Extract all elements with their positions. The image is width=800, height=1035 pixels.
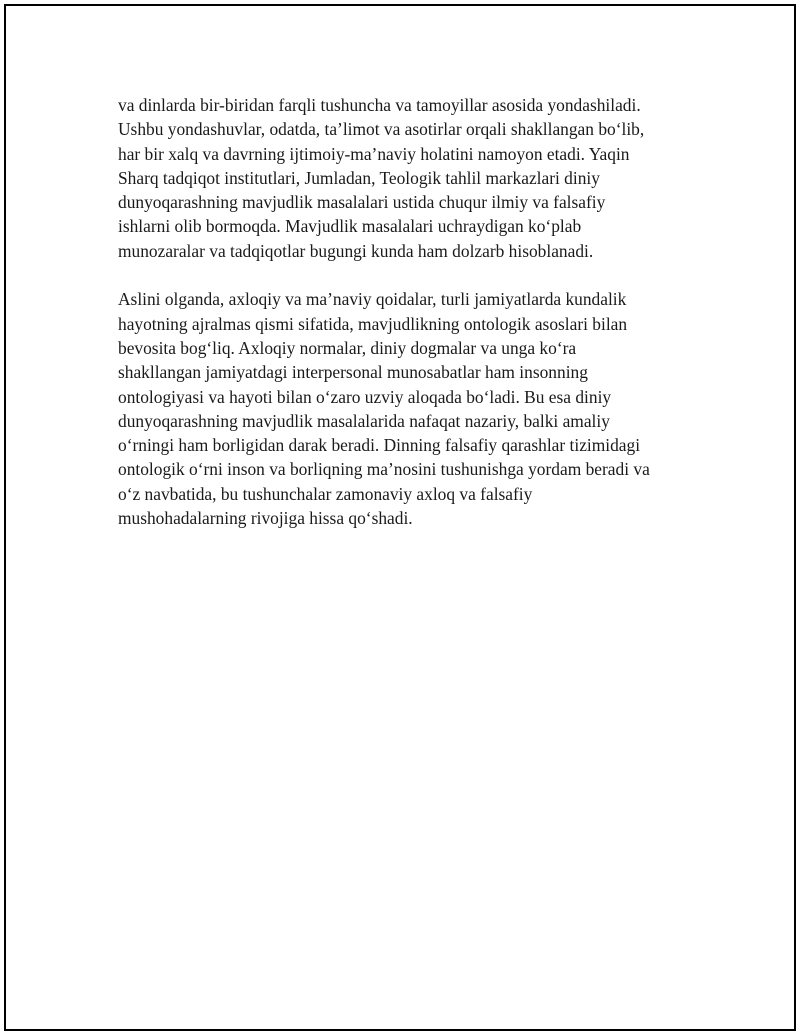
text-line: dunyoqarashning mavjudlik masalalarida nafaqat nazariy, balki amaliy (118, 410, 610, 431)
text-line: dunyoqarashning mavjudlik masalalari ustida chuqur ilmiy va falsafiy (118, 192, 606, 213)
text-line: va dinlarda bir-biridan farqli tushuncha va tamoyillar asosida yondashiladi. (118, 95, 641, 115)
text-line: har bir xalq va davrning ijtimoiy-ma’naviy holatini namoyon etadi. Yaqin (118, 143, 630, 164)
text-line: munozaralar va tadqiqotlar bugungi kunda ham dolzarb hisoblanadi. (118, 240, 594, 261)
text-line: o‘z navbatida, bu tushunchalar zamonaviy axloq va falsafiy (118, 483, 533, 504)
document-body (118, 93, 693, 530)
text-line: Ushbu yondashuvlar, odatda, ta’limot va asotirlar orqali shakllangan bo‘lib, (118, 119, 645, 140)
text-line: ontologiyasi va hayoti bilan o‘zaro uzviy aloqada bo‘ladi. Bu esa diniy (118, 386, 612, 407)
text-line: hayotning ajralmas qismi sifatida, mavjudlikning ontologik asoslari bilan (118, 313, 628, 334)
text-line: ishlarni olib bormoqda. Mavjudlik masalalari uchraydigan ko‘plab (118, 216, 582, 237)
text-line: bevosita bog‘liq. Axloqiy normalar, diniy dogmalar va unga ko‘ra (118, 337, 577, 358)
text-line: Aslini olganda, axloqiy va ma’naviy qoidalar, turli jamiyatlarda kundalik (118, 289, 627, 310)
text-line: mushohadalarning rivojiga hissa qo‘shadi. (118, 508, 413, 529)
text-line: ontologik o‘rni inson va borliqning ma’nosini tushunishga yordam beradi va (118, 459, 650, 480)
text-line: shakllangan jamiyatdagi interpersonal munosabatlar ham insonning (118, 362, 588, 383)
paragraph-1 (118, 93, 693, 263)
text-line: Sharq tadqiqot institutlari, Jumladan, Teologik tahlil markazlari diniy (118, 167, 600, 188)
paragraph-2 (118, 287, 693, 530)
text-line: o‘rningi ham borligidan darak beradi. Dinning falsafiy qarashlar tizimidagi (118, 435, 641, 456)
